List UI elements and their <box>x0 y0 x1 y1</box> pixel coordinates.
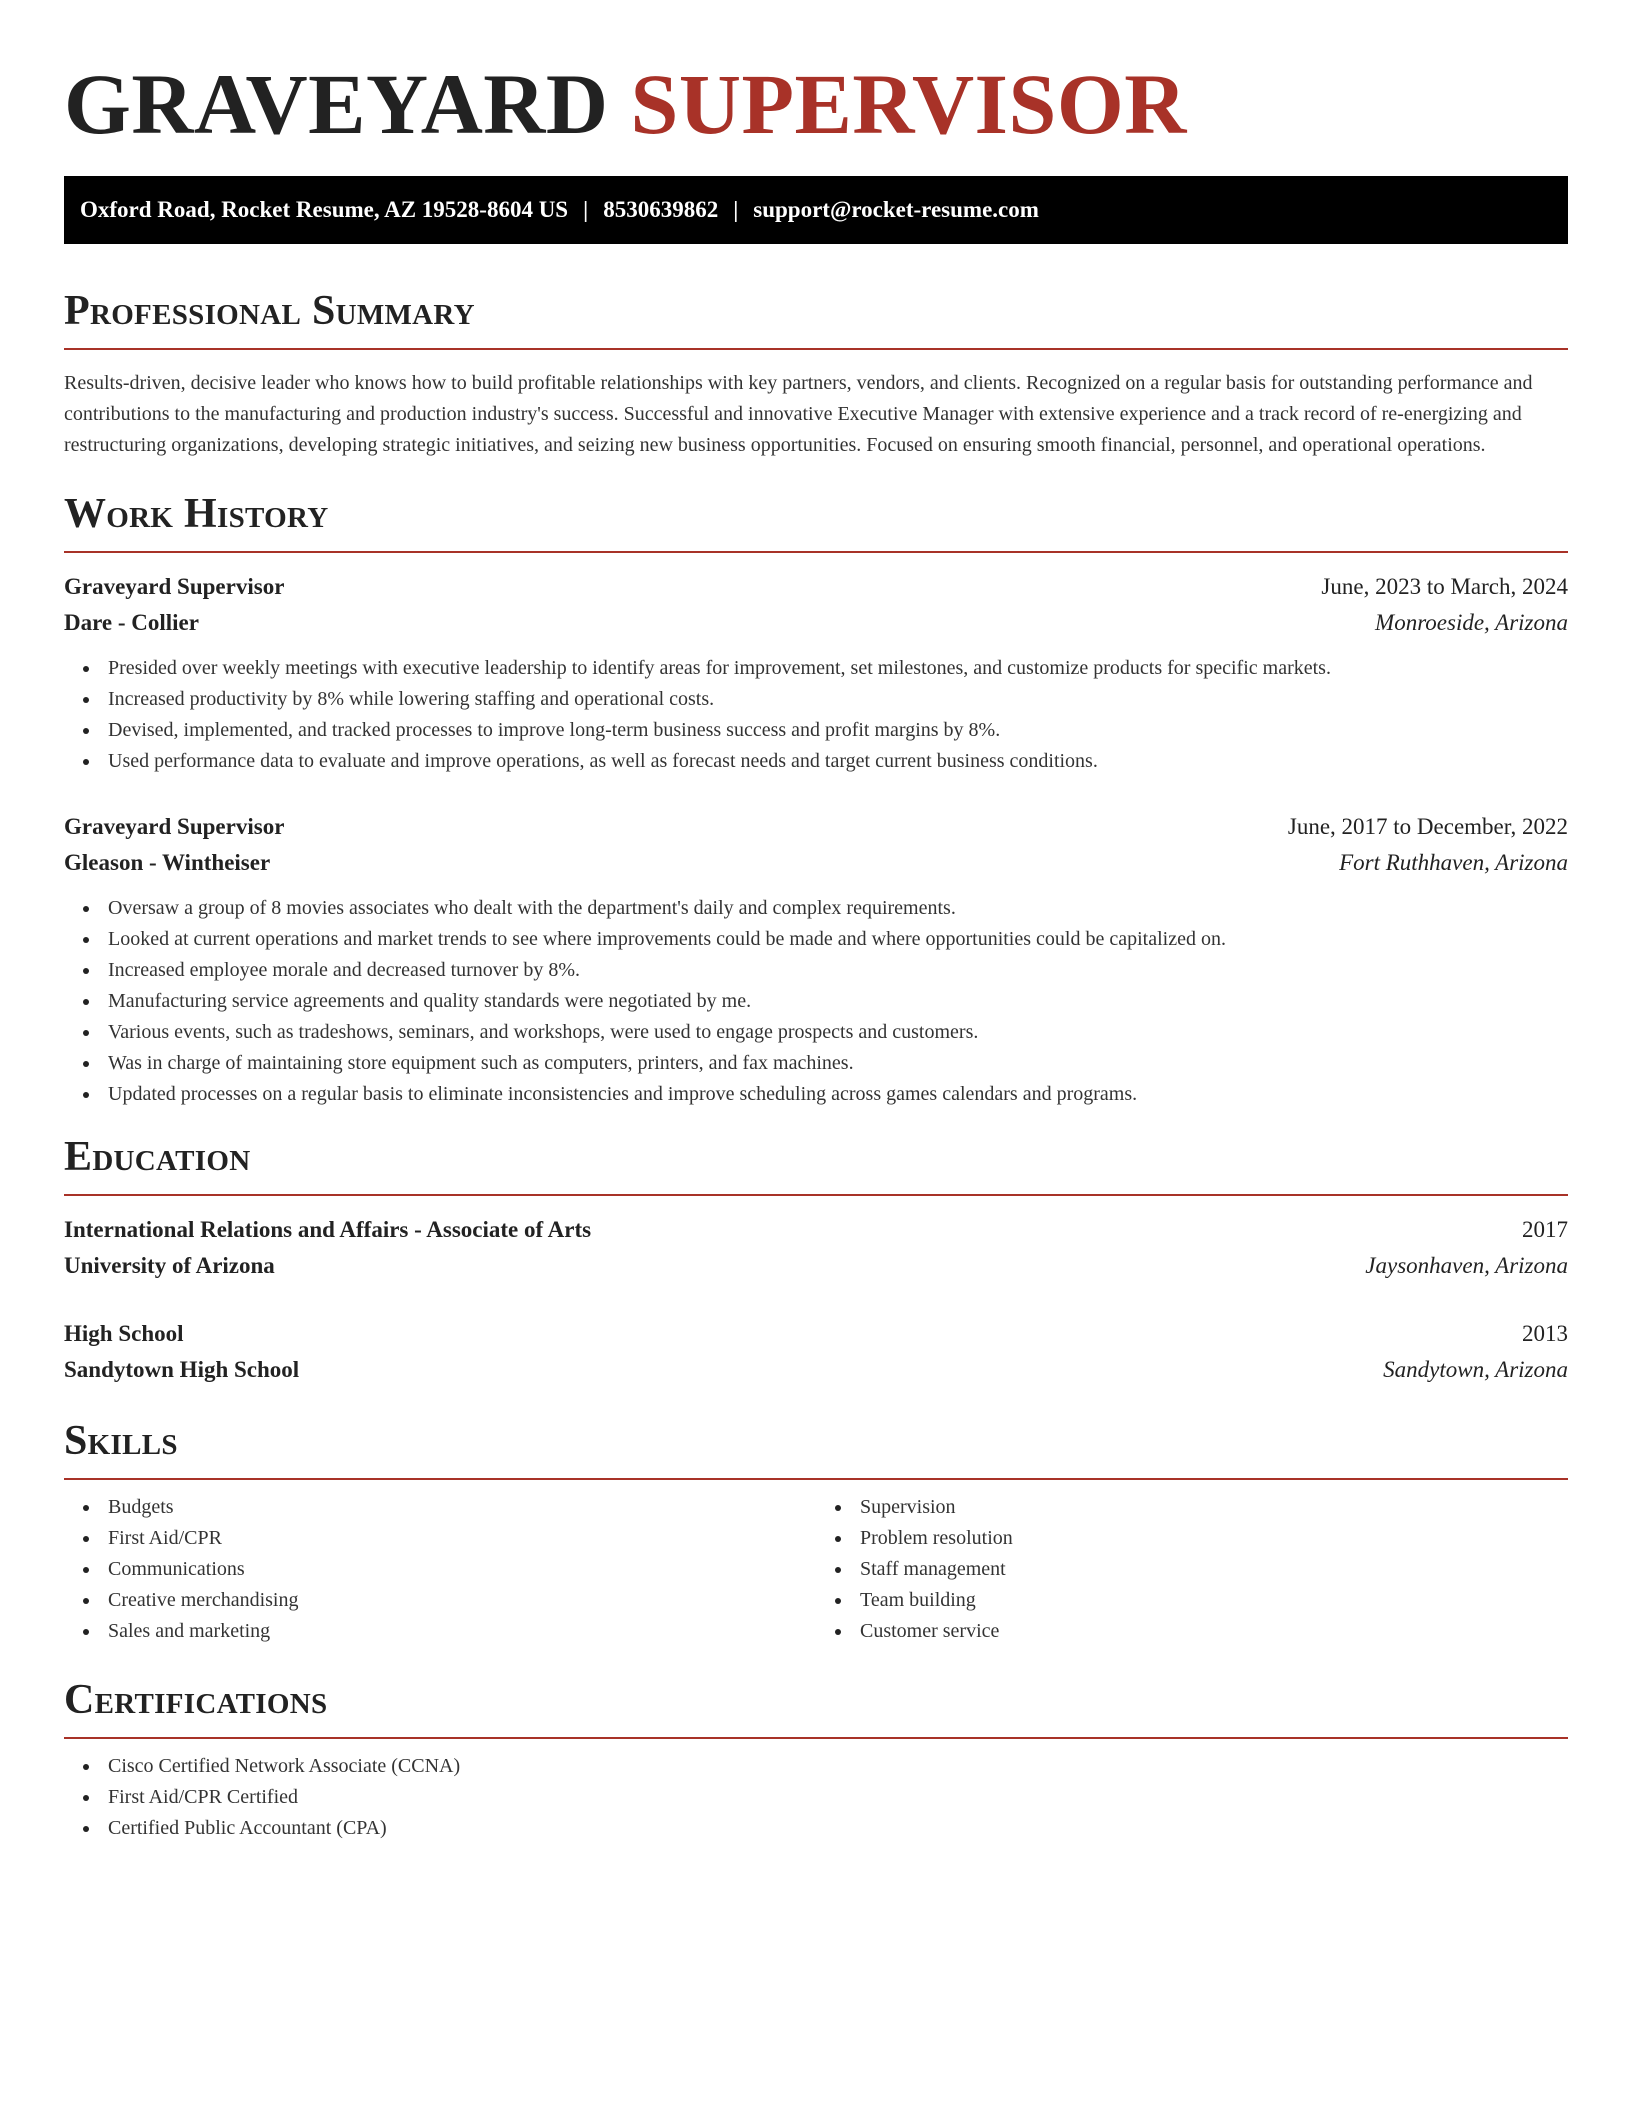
job-role: Graveyard Supervisor <box>64 574 285 599</box>
contact-address: Oxford Road, Rocket Resume, AZ 19528-8604 US <box>80 197 569 222</box>
education-school: University of Arizona <box>64 1253 275 1278</box>
section-divider <box>64 551 1568 553</box>
skill-item: Team building <box>860 1585 1568 1616</box>
job-entry <box>64 809 1568 1110</box>
job-bullet: Manufacturing service agreements and quality standards were negotiated by me. <box>108 986 1568 1017</box>
job-bullet: Looked at current operations and market trends to see where improvements could be made and where opportunities could be capitalized on. <box>108 924 1568 955</box>
summary-text: Results-driven, decisive leader who knows how to build profitable relationships with key partners, vendors, and clients. Recognized on a regular basis for outstanding performance and contributions to the manufacturing and production industry's success. Successful and innovative Executive Manager with extensive experience and a track record of re-energizing and restructuring organizations, developing strategic initiatives, and seizing new business opportunities. Focused on ensuring smooth financial, personnel, and operational operations. <box>64 372 1533 456</box>
contact-separator: | <box>583 197 589 222</box>
certifications-list <box>64 1751 1568 1844</box>
job-company: Gleason - Wintheiser <box>64 850 271 875</box>
skill-item: Staff management <box>860 1554 1568 1585</box>
education-degree: High School <box>64 1321 184 1346</box>
certification-item: Cisco Certified Network Associate (CCNA) <box>108 1751 1568 1782</box>
section-title-skills: Skills <box>64 1418 178 1464</box>
name-last: SUPERVISOR <box>630 56 1187 152</box>
job-bullet: Various events, such as tradeshows, seminars, and workshops, were used to engage prospects and customers. <box>108 1017 1568 1048</box>
job-dates: June, 2017 to December, 2022 <box>1287 814 1568 839</box>
resume-name <box>64 56 1568 152</box>
education-location: Jaysonhaven, Arizona <box>1365 1253 1568 1278</box>
education-school-row <box>64 1248 1568 1284</box>
job-role: Graveyard Supervisor <box>64 814 285 839</box>
education-school: Sandytown High School <box>64 1357 300 1382</box>
job-header-row <box>64 809 1568 845</box>
certifications-section <box>64 1675 1568 1844</box>
skill-item: Communications <box>108 1554 816 1585</box>
section-title-summary: Professional Summary <box>64 288 475 334</box>
job-company: Dare - Collier <box>64 610 199 635</box>
skills-column-right <box>816 1492 1568 1647</box>
education-entry <box>64 1316 1568 1388</box>
certification-item: Certified Public Accountant (CPA) <box>108 1813 1568 1844</box>
job-bullets <box>64 893 1568 1110</box>
section-divider <box>64 1737 1568 1739</box>
education-degree-row <box>64 1316 1568 1352</box>
job-location: Monroeside, Arizona <box>1375 610 1568 635</box>
skill-item: Creative merchandising <box>108 1585 816 1616</box>
skill-item: Budgets <box>108 1492 816 1523</box>
job-entry <box>64 569 1568 777</box>
section-title-work: Work History <box>64 491 329 537</box>
education-school-row <box>64 1352 1568 1388</box>
section-divider <box>64 348 1568 350</box>
education-location: Sandytown, Arizona <box>1383 1357 1568 1382</box>
section-divider <box>64 1478 1568 1480</box>
name-first: GRAVEYARD <box>64 56 609 152</box>
education-year: 2013 <box>1522 1321 1568 1346</box>
skills-section <box>64 1416 1568 1647</box>
contact-email: support@rocket-resume.com <box>753 197 1039 222</box>
skills-column-left <box>64 1492 816 1647</box>
skill-item: Problem resolution <box>860 1523 1568 1554</box>
contact-bar <box>64 176 1568 244</box>
education-section <box>64 1132 1568 1388</box>
summary-section <box>64 286 1568 461</box>
job-bullet: Devised, implemented, and tracked processes to improve long-term business success and profit margins by 8%. <box>108 715 1568 746</box>
section-divider <box>64 1194 1568 1196</box>
education-degree: International Relations and Affairs - Associate of Arts <box>64 1217 592 1242</box>
job-company-row <box>64 605 1568 641</box>
education-entry <box>64 1212 1568 1284</box>
contact-separator: | <box>733 197 739 222</box>
skill-item: Sales and marketing <box>108 1616 816 1647</box>
section-title-education: Education <box>64 1134 251 1180</box>
skill-item: Customer service <box>860 1616 1568 1647</box>
job-bullets <box>64 653 1568 777</box>
job-bullet: Presided over weekly meetings with executive leadership to identify areas for improvement, set milestones, and customize products for specific markets. <box>108 653 1568 684</box>
job-bullet: Updated processes on a regular basis to eliminate inconsistencies and improve scheduling across games calendars and programs. <box>108 1079 1568 1110</box>
education-year: 2017 <box>1522 1217 1568 1242</box>
job-bullet: Oversaw a group of 8 movies associates who dealt with the department's daily and complex requirements. <box>108 893 1568 924</box>
contact-phone: 8530639862 <box>603 197 719 222</box>
certification-item: First Aid/CPR Certified <box>108 1782 1568 1813</box>
job-bullet: Used performance data to evaluate and improve operations, as well as forecast needs and target current business conditions. <box>108 746 1568 777</box>
skills-grid <box>64 1492 1568 1647</box>
skill-item: Supervision <box>860 1492 1568 1523</box>
job-bullet: Was in charge of maintaining store equipment such as computers, printers, and fax machines. <box>108 1048 1568 1079</box>
job-company-row <box>64 845 1568 881</box>
job-bullet: Increased employee morale and decreased turnover by 8%. <box>108 955 1568 986</box>
job-header-row <box>64 569 1568 605</box>
education-degree-row <box>64 1212 1568 1248</box>
work-history-section <box>64 489 1568 1110</box>
skill-item: First Aid/CPR <box>108 1523 816 1554</box>
job-dates: June, 2023 to March, 2024 <box>1321 574 1568 599</box>
section-title-certifications: Certifications <box>64 1677 328 1723</box>
job-location: Fort Ruthhaven, Arizona <box>1339 850 1568 875</box>
job-bullet: Increased productivity by 8% while lowering staffing and operational costs. <box>108 684 1568 715</box>
